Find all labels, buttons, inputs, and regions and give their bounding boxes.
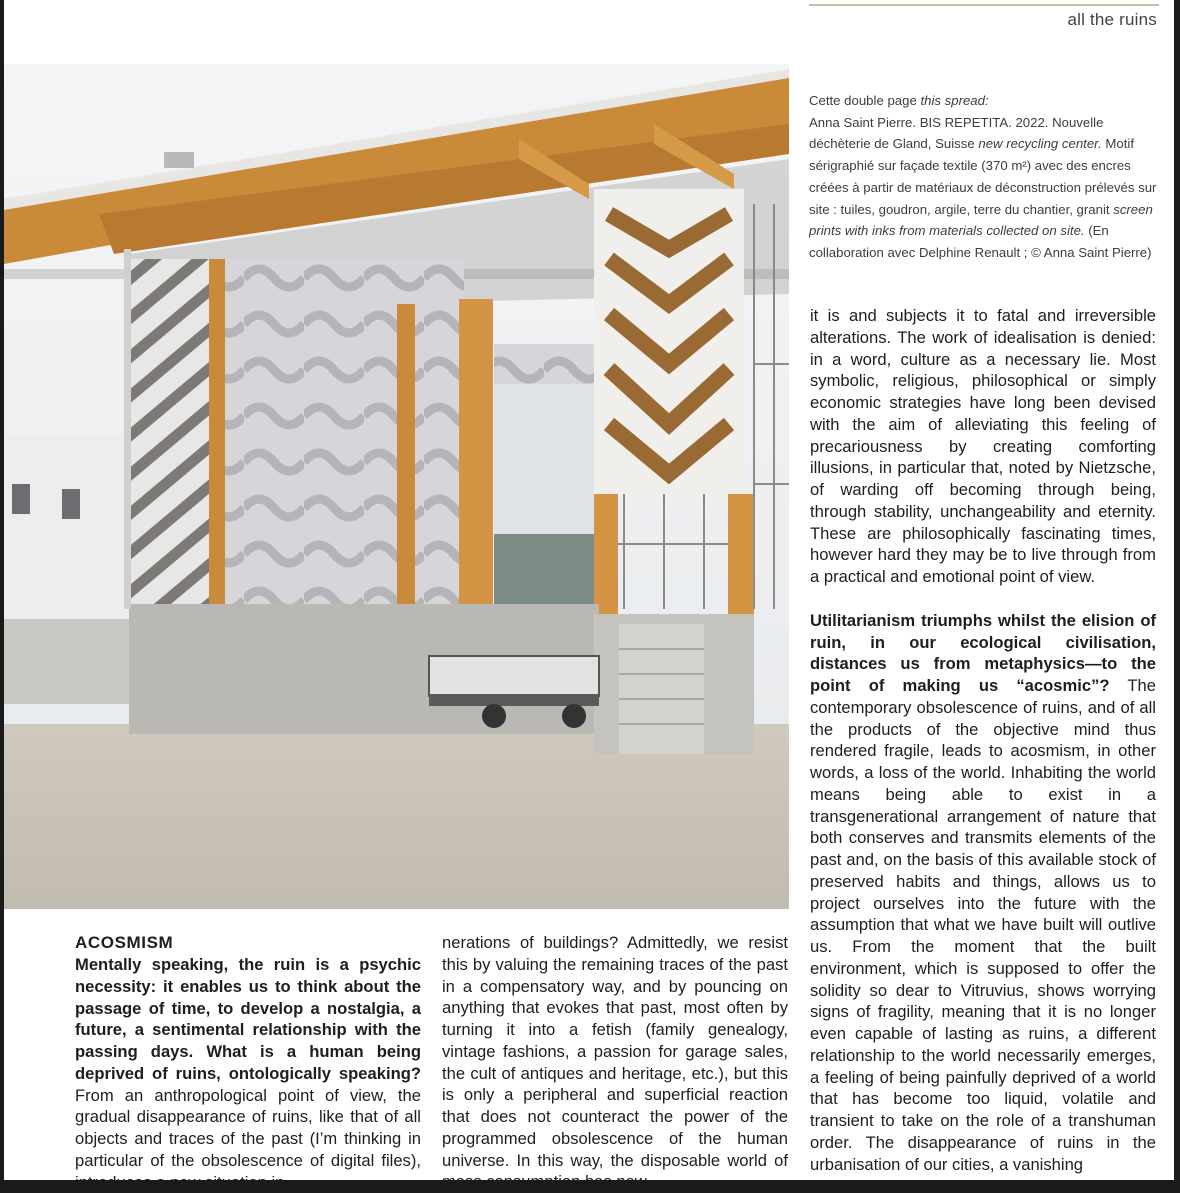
caption-label-en: this spread: xyxy=(920,93,989,108)
caption-credit: (En collaboration avec Delphine Renault ; © Anna Saint Pierre) xyxy=(809,223,1152,260)
caption-body xyxy=(809,112,1159,264)
magazine-page xyxy=(4,0,1174,1192)
photo-caption xyxy=(809,90,1159,264)
recycling-center-photo xyxy=(4,64,789,909)
caption-label-fr: Cette double page xyxy=(809,93,921,108)
paragraph-body: From an anthropological point of view, the gradual disappearance of ruins, like that of all objects and traces of the past (I’m thinking in particular of the obsolescence of digital files), introduces a new situation in xyxy=(75,1085,421,1192)
running-head: all the ruins xyxy=(1067,10,1157,29)
lead-in: Mentally speaking, the ruin is a psychic necessity: it enables us to think about the passage of time, to develop a nostalgia, a future, a sentimental relationship with the passing days. What is a human being deprived of ruins, ontologically speaking? xyxy=(75,955,421,1083)
caption-technique-en: screen prints with inks from materials collected on site. xyxy=(809,201,1153,239)
paragraph: nerations of buildings? Admittedly, we resist this by valuing the remaining traces of the past in a compensatory way, and by pouncing on anything that evokes that past, most often by turning it into a fetish (family genealogy, vintage fashions, a passion for garage sales, the cult of antiques and heritage, etc.), but this is only a peripheral and superficial reaction that does not counteract the power of the programmed obsolescence of the human universe. In this way, the disposable world of mass consumption has now xyxy=(442,933,788,1192)
caption-line-1 xyxy=(809,90,1159,112)
text-column-left xyxy=(75,932,421,1193)
text-column-right xyxy=(810,305,1156,1175)
paragraph xyxy=(810,610,1156,1176)
caption-location-en: new recycling center. xyxy=(978,136,1102,152)
paragraph: it is and subjects it to fatal and irreversible alterations. The work of idealisation is denied: in a word, culture as a necessary lie. Most symbolic, religious, philosophical or simply economic strategies have long been devised with the aim of alleviating this feeling of precariousness by creating comforting illusions, in particular that, noted by Nietzsche, of warding off becoming through being, through stability, unchangeability and eternity. These are philosophically fascinating times, however hard they may be to live through from a practical and emotional point of view. xyxy=(810,306,1156,586)
caption-artwork: Anna Saint Pierre. BIS REPETITA. xyxy=(809,114,1012,130)
caption-technique: Motif sérigraphié sur façade textile (370 m²) avec des encres créées à partir de matériaux de déconstruction prélevés sur site : tuiles, goudron, argile, terre du chantier, granit xyxy=(809,136,1157,217)
section-heading: ACOSMISM xyxy=(75,933,174,952)
lead-in: Utilitarianism triumphs whilst the elision of ruin, in our ecological civilisation, distances us from metaphysics—to the point of making us “acosmic”? xyxy=(810,610,1156,695)
text-column-middle xyxy=(442,932,788,1193)
paragraph xyxy=(75,954,421,1193)
photo-illustration-icon xyxy=(4,64,789,909)
top-rule xyxy=(809,4,1159,6)
paragraph-body: The contemporary obsolescence of ruins, and of all the products of the objective mind thus rendered fragile, leads to acosmism, in other words, a loss of the world. Inhabiting the world means being able to exist in a transgenerational arrangement of nature that both conserves and transmits elements of the past and, on the basis of this available stock of preserved habits and things, allows us to project ourselves into the future with the assumption that what we have built will outlive us. From the moment that the built environment, which is supposed to offer the solidity so dear to Vitruvius, shows worrying signs of fragility, meaning that it is no longer even capable of lasting as ruins, a different relationship to the world necessarily emerges, a feeling of being painfully deprived of a world that has become too liquid, volatile and transient to take on the role of a transhuman order. The disappearance of ruins in the urbanisation of our cities, a vanishing xyxy=(810,676,1156,1174)
caption-location: 2022. Nouvelle déchèterie de Gland, Suisse xyxy=(809,114,1104,152)
